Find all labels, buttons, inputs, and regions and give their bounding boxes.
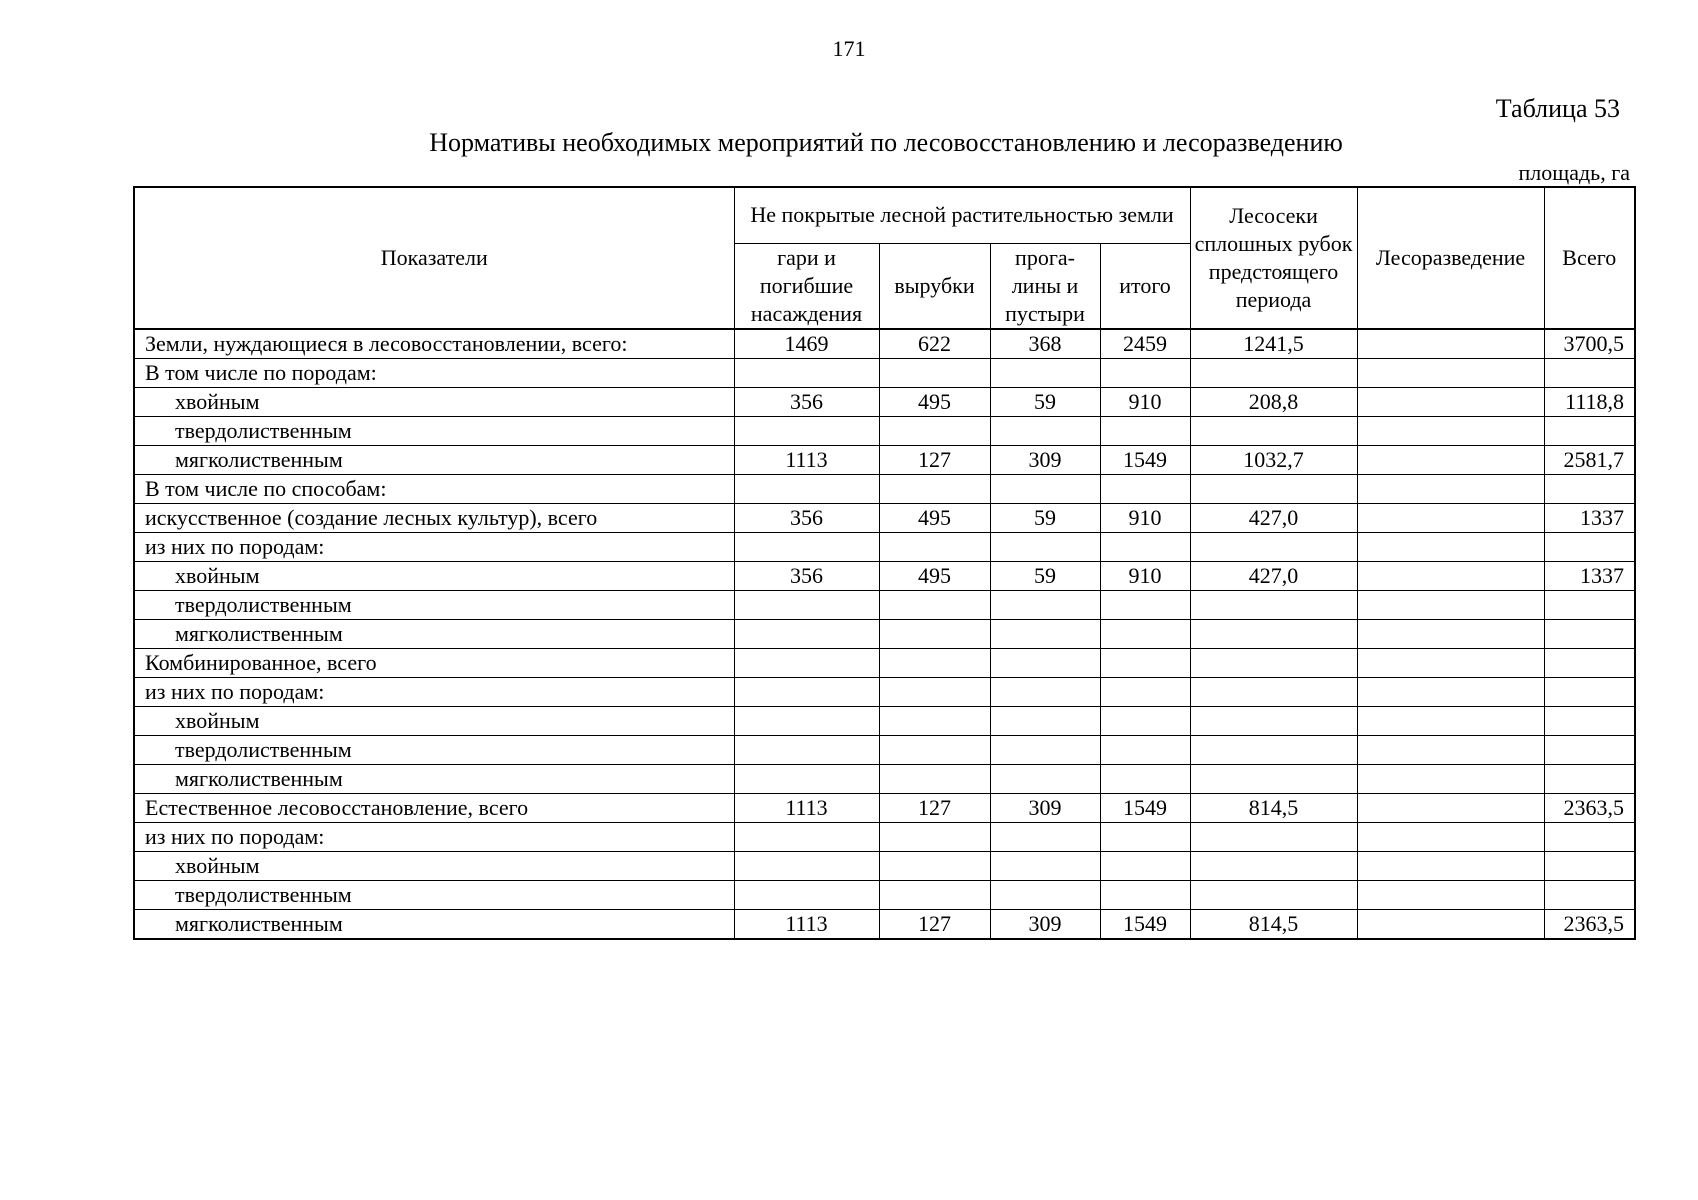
cell-total: 1337 (1544, 561, 1635, 590)
header-indicators: Показатели (134, 187, 734, 329)
cell-total: 1118,8 (1544, 387, 1635, 416)
cell-burns (734, 416, 879, 445)
cell-subtotal (1100, 764, 1190, 793)
cell-clearings (879, 648, 990, 677)
cell-afforestation (1357, 590, 1544, 619)
row-label: В том числе по способам: (134, 474, 734, 503)
cell-clearcut (1190, 735, 1357, 764)
cell-glades: 59 (990, 561, 1100, 590)
cell-glades (990, 590, 1100, 619)
cell-glades (990, 648, 1100, 677)
table-row (134, 590, 1635, 619)
cell-glades: 309 (990, 445, 1100, 474)
header-burns: гари и погибшие насаждения (734, 243, 879, 329)
cell-subtotal: 910 (1100, 387, 1190, 416)
header-subtotal: итого (1100, 243, 1190, 329)
cell-clearings (879, 735, 990, 764)
cell-total (1544, 706, 1635, 735)
cell-total (1544, 880, 1635, 909)
page-number: 171 (832, 36, 866, 61)
cell-clearings (879, 677, 990, 706)
cell-subtotal (1100, 706, 1190, 735)
cell-afforestation (1357, 851, 1544, 880)
cell-clearings: 127 (879, 793, 990, 822)
cell-total (1544, 677, 1635, 706)
cell-subtotal (1100, 619, 1190, 648)
cell-burns: 356 (734, 387, 879, 416)
row-label: твердолиственным (134, 590, 734, 619)
cell-total (1544, 735, 1635, 764)
cell-glades (990, 735, 1100, 764)
cell-afforestation (1357, 532, 1544, 561)
row-label: мягколиственным (134, 909, 734, 939)
cell-clearcut: 427,0 (1190, 561, 1357, 590)
cell-clearings (879, 880, 990, 909)
table-title: Нормативы необходимых мероприятий по лесовосстановлению и лесоразведению (429, 128, 1343, 157)
cell-clearcut (1190, 532, 1357, 561)
cell-clearings: 127 (879, 445, 990, 474)
cell-total (1544, 851, 1635, 880)
cell-glades: 309 (990, 793, 1100, 822)
cell-glades (990, 619, 1100, 648)
table-row (134, 909, 1635, 939)
row-label: хвойным (134, 706, 734, 735)
table-row (134, 851, 1635, 880)
table-row (134, 416, 1635, 445)
cell-clearcut (1190, 677, 1357, 706)
cell-total (1544, 764, 1635, 793)
table-row (134, 387, 1635, 416)
cell-clearcut (1190, 851, 1357, 880)
norms-table (133, 186, 1636, 940)
row-label: Земли, нуждающиеся в лесовосстановлении, всего: (134, 329, 734, 359)
cell-subtotal (1100, 822, 1190, 851)
cell-glades (990, 822, 1100, 851)
cell-clearcut: 1032,7 (1190, 445, 1357, 474)
table-row (134, 735, 1635, 764)
cell-subtotal (1100, 851, 1190, 880)
cell-glades (990, 474, 1100, 503)
cell-afforestation (1357, 329, 1544, 359)
table-row (134, 706, 1635, 735)
row-label: твердолиственным (134, 416, 734, 445)
table-row (134, 764, 1635, 793)
cell-afforestation (1357, 735, 1544, 764)
table-header (134, 187, 1635, 329)
cell-clearings (879, 706, 990, 735)
table-row (134, 793, 1635, 822)
table-row (134, 532, 1635, 561)
cell-clearings (879, 416, 990, 445)
cell-total: 1337 (1544, 503, 1635, 532)
cell-total (1544, 474, 1635, 503)
row-label: мягколиственным (134, 764, 734, 793)
cell-subtotal: 1549 (1100, 793, 1190, 822)
cell-subtotal (1100, 735, 1190, 764)
cell-subtotal: 910 (1100, 561, 1190, 590)
table-row (134, 329, 1635, 359)
cell-afforestation (1357, 416, 1544, 445)
table-body (134, 329, 1635, 939)
header-afforestation: Лесоразведение (1357, 187, 1544, 329)
cell-clearings: 127 (879, 909, 990, 939)
cell-burns (734, 880, 879, 909)
cell-subtotal (1100, 358, 1190, 387)
cell-glades (990, 880, 1100, 909)
row-label: твердолиственным (134, 735, 734, 764)
cell-afforestation (1357, 677, 1544, 706)
row-label: мягколиственным (134, 445, 734, 474)
cell-afforestation (1357, 619, 1544, 648)
row-label: хвойным (134, 851, 734, 880)
cell-clearings: 622 (879, 329, 990, 359)
cell-total (1544, 648, 1635, 677)
cell-burns (734, 619, 879, 648)
cell-subtotal (1100, 677, 1190, 706)
cell-subtotal: 1549 (1100, 909, 1190, 939)
row-label: Комбинированное, всего (134, 648, 734, 677)
cell-burns (734, 706, 879, 735)
cell-subtotal (1100, 474, 1190, 503)
cell-burns: 1469 (734, 329, 879, 359)
cell-total (1544, 619, 1635, 648)
cell-glades: 59 (990, 387, 1100, 416)
cell-burns (734, 764, 879, 793)
cell-glades (990, 358, 1100, 387)
header-glades: прога-лины и пустыри (990, 243, 1100, 329)
table-row (134, 822, 1635, 851)
cell-afforestation (1357, 358, 1544, 387)
cell-subtotal: 910 (1100, 503, 1190, 532)
cell-subtotal: 1549 (1100, 445, 1190, 474)
table-number: Таблица 53 (1495, 94, 1620, 123)
cell-clearcut: 814,5 (1190, 909, 1357, 939)
cell-burns (734, 851, 879, 880)
cell-glades (990, 764, 1100, 793)
cell-clearings (879, 532, 990, 561)
cell-subtotal (1100, 416, 1190, 445)
cell-total: 2363,5 (1544, 793, 1635, 822)
cell-clearcut: 1241,5 (1190, 329, 1357, 359)
cell-burns (734, 474, 879, 503)
cell-clearcut (1190, 358, 1357, 387)
cell-burns: 1113 (734, 793, 879, 822)
cell-burns (734, 532, 879, 561)
row-label: искусственное (создание лесных культур), всего (134, 503, 734, 532)
table-row (134, 445, 1635, 474)
cell-burns: 356 (734, 561, 879, 590)
table-row (134, 880, 1635, 909)
cell-afforestation (1357, 822, 1544, 851)
header-clearings: вырубки (879, 243, 990, 329)
cell-clearings (879, 358, 990, 387)
cell-total: 3700,5 (1544, 329, 1635, 359)
cell-clearings (879, 822, 990, 851)
row-label: мягколиственным (134, 619, 734, 648)
row-label: Естественное лесовосстановление, всего (134, 793, 734, 822)
row-label: из них по породам: (134, 677, 734, 706)
row-label: хвойным (134, 387, 734, 416)
cell-afforestation (1357, 880, 1544, 909)
cell-afforestation (1357, 909, 1544, 939)
cell-clearings (879, 474, 990, 503)
row-label: В том числе по породам: (134, 358, 734, 387)
cell-clearcut (1190, 416, 1357, 445)
row-label: твердолиственным (134, 880, 734, 909)
cell-afforestation (1357, 445, 1544, 474)
table-row (134, 474, 1635, 503)
cell-clearings: 495 (879, 387, 990, 416)
cell-total (1544, 358, 1635, 387)
cell-afforestation (1357, 764, 1544, 793)
cell-burns (734, 677, 879, 706)
cell-afforestation (1357, 474, 1544, 503)
cell-clearcut (1190, 880, 1357, 909)
cell-glades: 368 (990, 329, 1100, 359)
cell-clearcut (1190, 619, 1357, 648)
cell-clearcut (1190, 648, 1357, 677)
cell-clearings: 495 (879, 503, 990, 532)
cell-clearings (879, 619, 990, 648)
units-label: площадь, га (1518, 160, 1630, 185)
cell-glades: 59 (990, 503, 1100, 532)
cell-burns (734, 822, 879, 851)
row-label: из них по породам: (134, 822, 734, 851)
cell-clearings: 495 (879, 561, 990, 590)
cell-glades (990, 706, 1100, 735)
table-row (134, 648, 1635, 677)
header-non-forest-group: Не покрытые лесной растительностью земли (734, 187, 1190, 243)
cell-afforestation (1357, 387, 1544, 416)
cell-clearcut (1190, 764, 1357, 793)
row-label: хвойным (134, 561, 734, 590)
header-total: Всего (1544, 187, 1635, 329)
table-row (134, 561, 1635, 590)
cell-subtotal (1100, 532, 1190, 561)
cell-subtotal (1100, 590, 1190, 619)
table-row (134, 619, 1635, 648)
cell-burns: 1113 (734, 445, 879, 474)
table-row (134, 358, 1635, 387)
cell-burns (734, 648, 879, 677)
table-row (134, 677, 1635, 706)
cell-afforestation (1357, 648, 1544, 677)
cell-subtotal (1100, 648, 1190, 677)
cell-clearcut (1190, 590, 1357, 619)
cell-clearcut (1190, 706, 1357, 735)
cell-clearcut (1190, 822, 1357, 851)
cell-total (1544, 416, 1635, 445)
row-label: из них по породам: (134, 532, 734, 561)
cell-clearcut: 208,8 (1190, 387, 1357, 416)
cell-clearings (879, 764, 990, 793)
cell-total: 2581,7 (1544, 445, 1635, 474)
cell-clearings (879, 590, 990, 619)
header-clearcut: Лесосеки сплошных рубок предстоящего периода (1190, 187, 1357, 329)
cell-total (1544, 822, 1635, 851)
cell-total (1544, 532, 1635, 561)
cell-glades: 309 (990, 909, 1100, 939)
cell-subtotal (1100, 880, 1190, 909)
cell-burns (734, 358, 879, 387)
cell-glades (990, 532, 1100, 561)
cell-afforestation (1357, 561, 1544, 590)
cell-clearcut (1190, 474, 1357, 503)
cell-clearings (879, 851, 990, 880)
cell-total (1544, 590, 1635, 619)
cell-burns: 356 (734, 503, 879, 532)
cell-burns: 1113 (734, 909, 879, 939)
cell-afforestation (1357, 706, 1544, 735)
cell-total: 2363,5 (1544, 909, 1635, 939)
cell-glades (990, 416, 1100, 445)
cell-subtotal: 2459 (1100, 329, 1190, 359)
cell-burns (734, 590, 879, 619)
cell-afforestation (1357, 793, 1544, 822)
cell-glades (990, 851, 1100, 880)
table-row (134, 503, 1635, 532)
cell-clearcut: 814,5 (1190, 793, 1357, 822)
cell-clearcut: 427,0 (1190, 503, 1357, 532)
cell-burns (734, 735, 879, 764)
cell-afforestation (1357, 503, 1544, 532)
cell-glades (990, 677, 1100, 706)
